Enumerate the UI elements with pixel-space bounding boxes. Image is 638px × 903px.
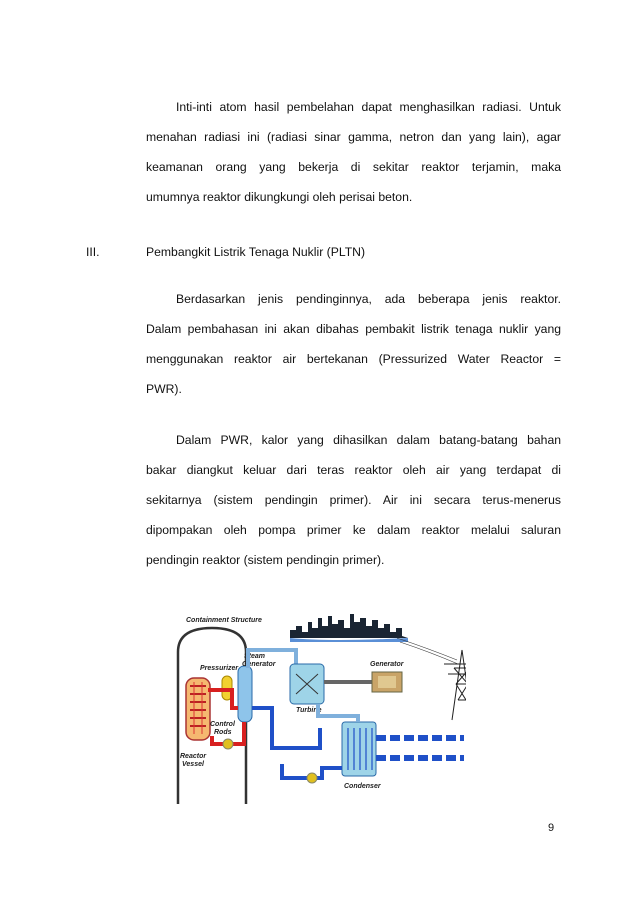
vessel-label: Vessel <box>182 761 204 768</box>
paragraph-line: Dalam pembahasan ini akan dibahas pembakit listrik tenaga nuklir yang <box>146 322 561 336</box>
paragraph-pwr <box>146 425 561 575</box>
reactor-label: Reactor <box>180 753 207 760</box>
pressurizer-label: Pressurizer <box>200 665 239 672</box>
pwr-diagram <box>172 608 466 806</box>
paragraph-line: Dalam PWR, kalor yang dihasilkan dalam batang-batang bahan <box>176 433 561 447</box>
paragraph-line: Inti-inti atom hasil pembelahan dapat menghasilkan radiasi. Untuk <box>176 100 561 114</box>
paragraph-line: Berdasarkan jenis pendinginnya, ada beberapa jenis reaktor. <box>176 292 561 306</box>
paragraph-line: pendingin reaktor (sistem pendingin primer). <box>146 553 385 567</box>
primary-pump-icon <box>223 739 233 749</box>
page-number: 9 <box>548 822 555 834</box>
rods-label: Rods <box>214 729 232 736</box>
paragraph-radiation <box>146 92 561 212</box>
paragraph-reactor-types <box>146 284 561 404</box>
cooling-water-pipes <box>376 738 464 758</box>
reactor-vessel <box>180 678 210 768</box>
condenser <box>342 722 382 790</box>
generator-label: Generator <box>370 661 404 668</box>
feed-pump-icon <box>307 773 317 783</box>
paragraph-line: menggunakan reaktor air bertekanan (Pressurized Water Reactor = <box>146 352 561 366</box>
condenser-label: Condenser <box>344 783 381 790</box>
generator <box>370 661 405 692</box>
transmission-tower-icon <box>397 638 466 720</box>
control-label: Control <box>210 721 235 728</box>
turbine-label: Turbine <box>296 707 322 714</box>
city-skyline-icon <box>290 614 408 642</box>
paragraph-line: umumnya reaktor dikungkungi oleh perisai beton. <box>146 190 413 204</box>
turbine <box>290 664 374 714</box>
generator-label-sg: Generator <box>242 661 276 668</box>
exhaust-pipe <box>318 704 358 722</box>
paragraph-line: menahan radiasi ini (radiasi sinar gamma, netron dan yang lain), agar <box>146 130 561 144</box>
containment-label: Containment Structure <box>186 617 262 624</box>
steam-label: Steam <box>244 653 266 660</box>
paragraph-line: PWR). <box>146 382 182 396</box>
paragraph-line: dipompakan oleh pompa primer ke dalam reaktor melalui saluran <box>146 523 561 537</box>
pwr-diagram-svg <box>172 608 466 806</box>
section-title: Pembangkit Listrik Tenaga Nuklir (PLTN) <box>146 245 366 259</box>
section-number: III. <box>86 245 100 259</box>
paragraph-line: bakar diangkut keluar dari teras reaktor oleh air yang terdapat di <box>146 463 561 477</box>
paragraph-line: keamanan orang yang bekerja di sekitar reaktor terjamin, maka <box>146 160 561 174</box>
paragraph-line: sekitarnya (sistem pendingin primer). Air ini secara terus-menerus <box>146 493 561 507</box>
